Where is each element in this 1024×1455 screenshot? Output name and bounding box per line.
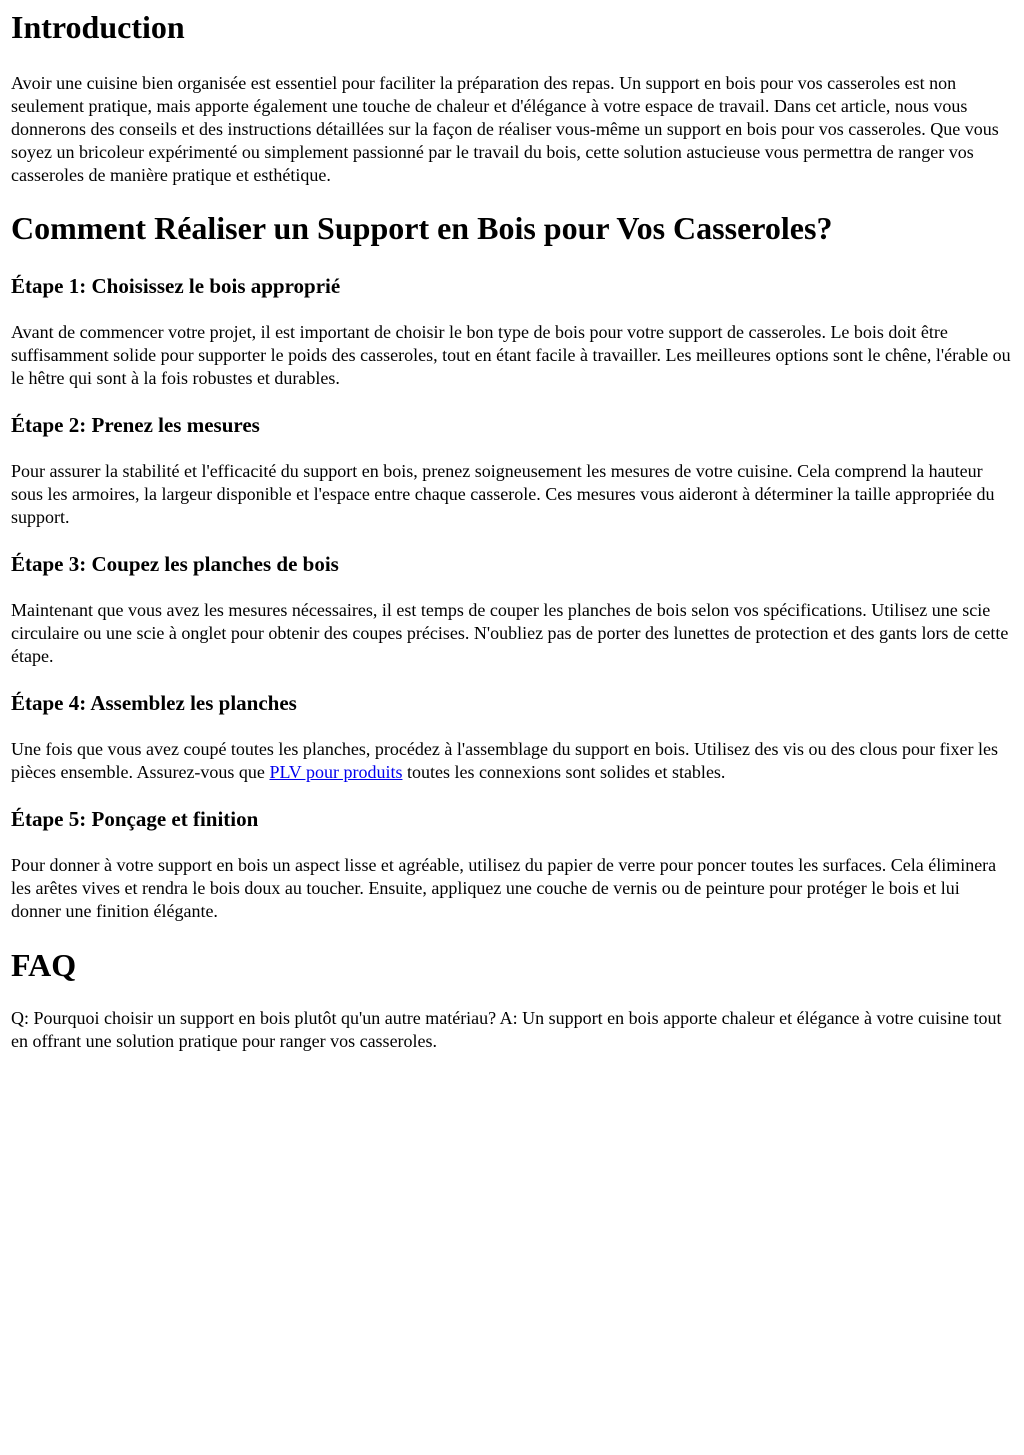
plv-produits-link[interactable]: PLV pour produits [269, 762, 403, 782]
step-3-paragraph: Maintenant que vous avez les mesures nécessaires, il est temps de couper les planches de bois selon vos spécifications. Utilisez une scie circulaire ou une scie à onglet pour obtenir des coupes précises. N'oubliez pas de porter des lunettes de protection et des gants lors de cette étape. [11, 600, 1009, 666]
step-4-paragraph [11, 738, 1014, 784]
article [0, 9, 1024, 1053]
step-2-heading: Étape 2: Prenez les mesures [11, 413, 260, 437]
intro-heading: Introduction [11, 9, 185, 45]
step-2-paragraph: Pour assurer la stabilité et l'efficacité du support en bois, prenez soigneusement les mesures de votre cuisine. Cela comprend la hauteur sous les armoires, la largeur disponible et l'espace entre chaque casserole. Ces mesures vous aideront à déterminer la taille appropriée du support. [11, 461, 995, 527]
faq-heading: FAQ [11, 947, 77, 983]
step-5-paragraph: Pour donner à votre support en bois un aspect lisse et agréable, utilisez du papier de verre pour poncer toutes les surfaces. Cela éliminera les arêtes vives et rendra le bois doux au toucher. Ensuite, appliquez une couche de vernis ou de peinture pour protéger le bois et lui donner une finition élégante. [11, 855, 997, 921]
step-1-heading: Étape 1: Choisissez le bois approprié [11, 274, 341, 298]
faq-paragraph: Q: Pourquoi choisir un support en bois plutôt qu'un autre matériau? A: Un support en bois apporte chaleur et élégance à votre cuisine tout en offrant une solution pratique pour ranger vos casseroles. [11, 1008, 1002, 1051]
step-5-heading: Étape 5: Ponçage et finition [11, 807, 259, 831]
step-4-text-before: Une fois que vous avez coupé toutes les planches, procédez à l'assemblage du support en bois. Utilisez des vis ou des clous pour fixer les pièces ensemble. Assurez-vous que [11, 739, 998, 782]
step-4-heading: Étape 4: Assemblez les planches [11, 691, 297, 715]
step-3-heading: Étape 3: Coupez les planches de bois [11, 552, 339, 576]
step-1-paragraph: Avant de commencer votre projet, il est important de choisir le bon type de bois pour votre support de casseroles. Le bois doit être suffisamment solide pour supporter le poids des casseroles, tout en étant facile à travailler. Les meilleures options sont le chêne, l'érable ou le hêtre qui sont à la fois robustes et durables. [11, 322, 1011, 388]
main-heading: Comment Réaliser un Support en Bois pour Vos Casseroles? [11, 210, 833, 246]
step-4-text-after: toutes les connexions sont solides et stables. [402, 762, 726, 782]
intro-paragraph: Avoir une cuisine bien organisée est essentiel pour faciliter la préparation des repas. Un support en bois pour vos casseroles est non seulement pratique, mais apporte également une touche de chaleur et d'élégance à votre espace de travail. Dans cet article, nous vous donnerons des conseils et des instructions détaillées sur la façon de réaliser vous-même un support en bois pour vos casseroles. Que vous soyez un bricoleur expérimenté ou simplement passionné par le travail du bois, cette solution astucieuse vous permettra de ranger vos casseroles de manière pratique et esthétique. [11, 73, 999, 185]
